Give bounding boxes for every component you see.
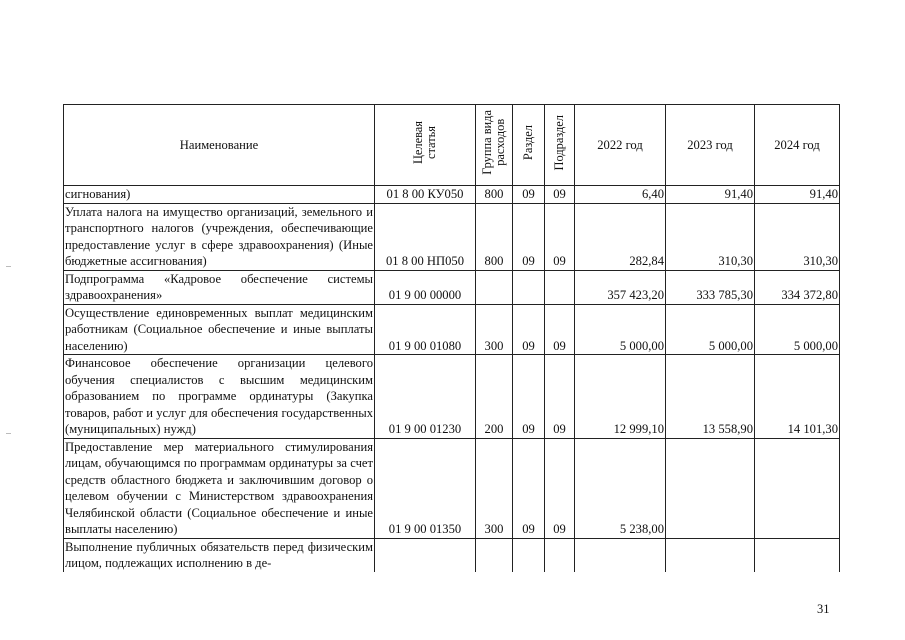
row-subsection: 09 [545, 304, 575, 355]
row-group [476, 270, 513, 304]
budget-table [63, 104, 840, 572]
row-name: Уплата налога на имущество организаций, земельного и транспортного налогов (учреждения, обеспечивающие предоставление услуг в сфере здравоохранения) (Иные бюджетные ассигнования) [65, 204, 373, 268]
row-name: Предоставление мер материального стимулирования лицам, обучающимся по программам ординатуры за счет средств областного бюджета и заключившим договор о целевом обучении с Министерством здравоохранения Челябинской области (Социальное обеспечение и иные выплаты населению) [65, 439, 373, 536]
header-section: Раздел [513, 105, 545, 186]
table-row [64, 538, 840, 572]
row-subsection: 09 [545, 203, 575, 270]
row-2024 [755, 538, 840, 572]
row-2022: 5 000,00 [575, 304, 666, 355]
row-section: 09 [513, 304, 545, 355]
row-2024: 14 101,30 [755, 355, 840, 439]
table-row [64, 186, 840, 204]
header-2023: 2023 год [666, 105, 755, 186]
table-row [64, 203, 840, 270]
row-section [513, 538, 545, 572]
row-section: 09 [513, 355, 545, 439]
row-2024: 91,40 [755, 186, 840, 204]
row-2023 [666, 538, 755, 572]
header-2022: 2022 год [575, 105, 666, 186]
row-2022: 12 999,10 [575, 355, 666, 439]
table-row [64, 355, 840, 439]
row-name: Осуществление единовременных выплат медицинским работникам (Социальное обеспечение и иные выплаты населению) [65, 305, 373, 353]
row-2023 [666, 438, 755, 538]
header-expense-group: Группа вида расходов [476, 105, 513, 186]
row-2023: 5 000,00 [666, 304, 755, 355]
table-row [64, 270, 840, 304]
row-2024: 310,30 [755, 203, 840, 270]
row-subsection [545, 538, 575, 572]
row-section: 09 [513, 203, 545, 270]
header-name: Наименование [64, 105, 375, 186]
row-2023: 13 558,90 [666, 355, 755, 439]
row-2022: 282,84 [575, 203, 666, 270]
row-2023: 333 785,30 [666, 270, 755, 304]
table-row [64, 438, 840, 538]
row-2022: 6,40 [575, 186, 666, 204]
row-subsection: 09 [545, 355, 575, 439]
row-subsection: 09 [545, 438, 575, 538]
row-code: 01 9 00 00000 [375, 270, 476, 304]
row-section: 09 [513, 186, 545, 204]
scan-mark [6, 433, 11, 434]
row-name: Выполнение публичных обязательств перед физическим лицом, подлежащих исполнению в де- [65, 539, 373, 570]
row-2022: 357 423,20 [575, 270, 666, 304]
row-code [375, 538, 476, 572]
row-code: 01 9 00 01350 [375, 438, 476, 538]
table-header-row [64, 105, 840, 186]
row-name: сигнования) [64, 186, 375, 204]
row-code: 01 9 00 01080 [375, 304, 476, 355]
row-group: 200 [476, 355, 513, 439]
row-name: Подпрограмма «Кадровое обеспечение системы здравоохранения» [65, 271, 373, 302]
row-code: 01 8 00 НП050 [375, 203, 476, 270]
table-row [64, 304, 840, 355]
row-section: 09 [513, 438, 545, 538]
row-2023: 91,40 [666, 186, 755, 204]
row-subsection [545, 270, 575, 304]
row-code: 01 8 00 КУ050 [375, 186, 476, 204]
row-group [476, 538, 513, 572]
row-group: 800 [476, 203, 513, 270]
scan-mark [6, 266, 11, 267]
row-subsection: 09 [545, 186, 575, 204]
row-group: 300 [476, 304, 513, 355]
header-2024: 2024 год [755, 105, 840, 186]
row-2022: 5 238,00 [575, 438, 666, 538]
row-2022 [575, 538, 666, 572]
row-2024: 5 000,00 [755, 304, 840, 355]
row-2024: 334 372,80 [755, 270, 840, 304]
page-number: 31 [817, 602, 830, 616]
row-section [513, 270, 545, 304]
row-name: Финансовое обеспечение организации целевого обучения специалистов с высшим медицинским образованием по программе ординатуры (Закупка товаров, работ и услуг для обеспечения государственных (муниципальных) нужд) [65, 356, 373, 436]
header-subsection: Подраздел [545, 105, 575, 186]
header-target-article: Целевая статья [375, 105, 476, 186]
row-2023: 310,30 [666, 203, 755, 270]
row-group: 800 [476, 186, 513, 204]
row-code: 01 9 00 01230 [375, 355, 476, 439]
row-group: 300 [476, 438, 513, 538]
row-2024 [755, 438, 840, 538]
